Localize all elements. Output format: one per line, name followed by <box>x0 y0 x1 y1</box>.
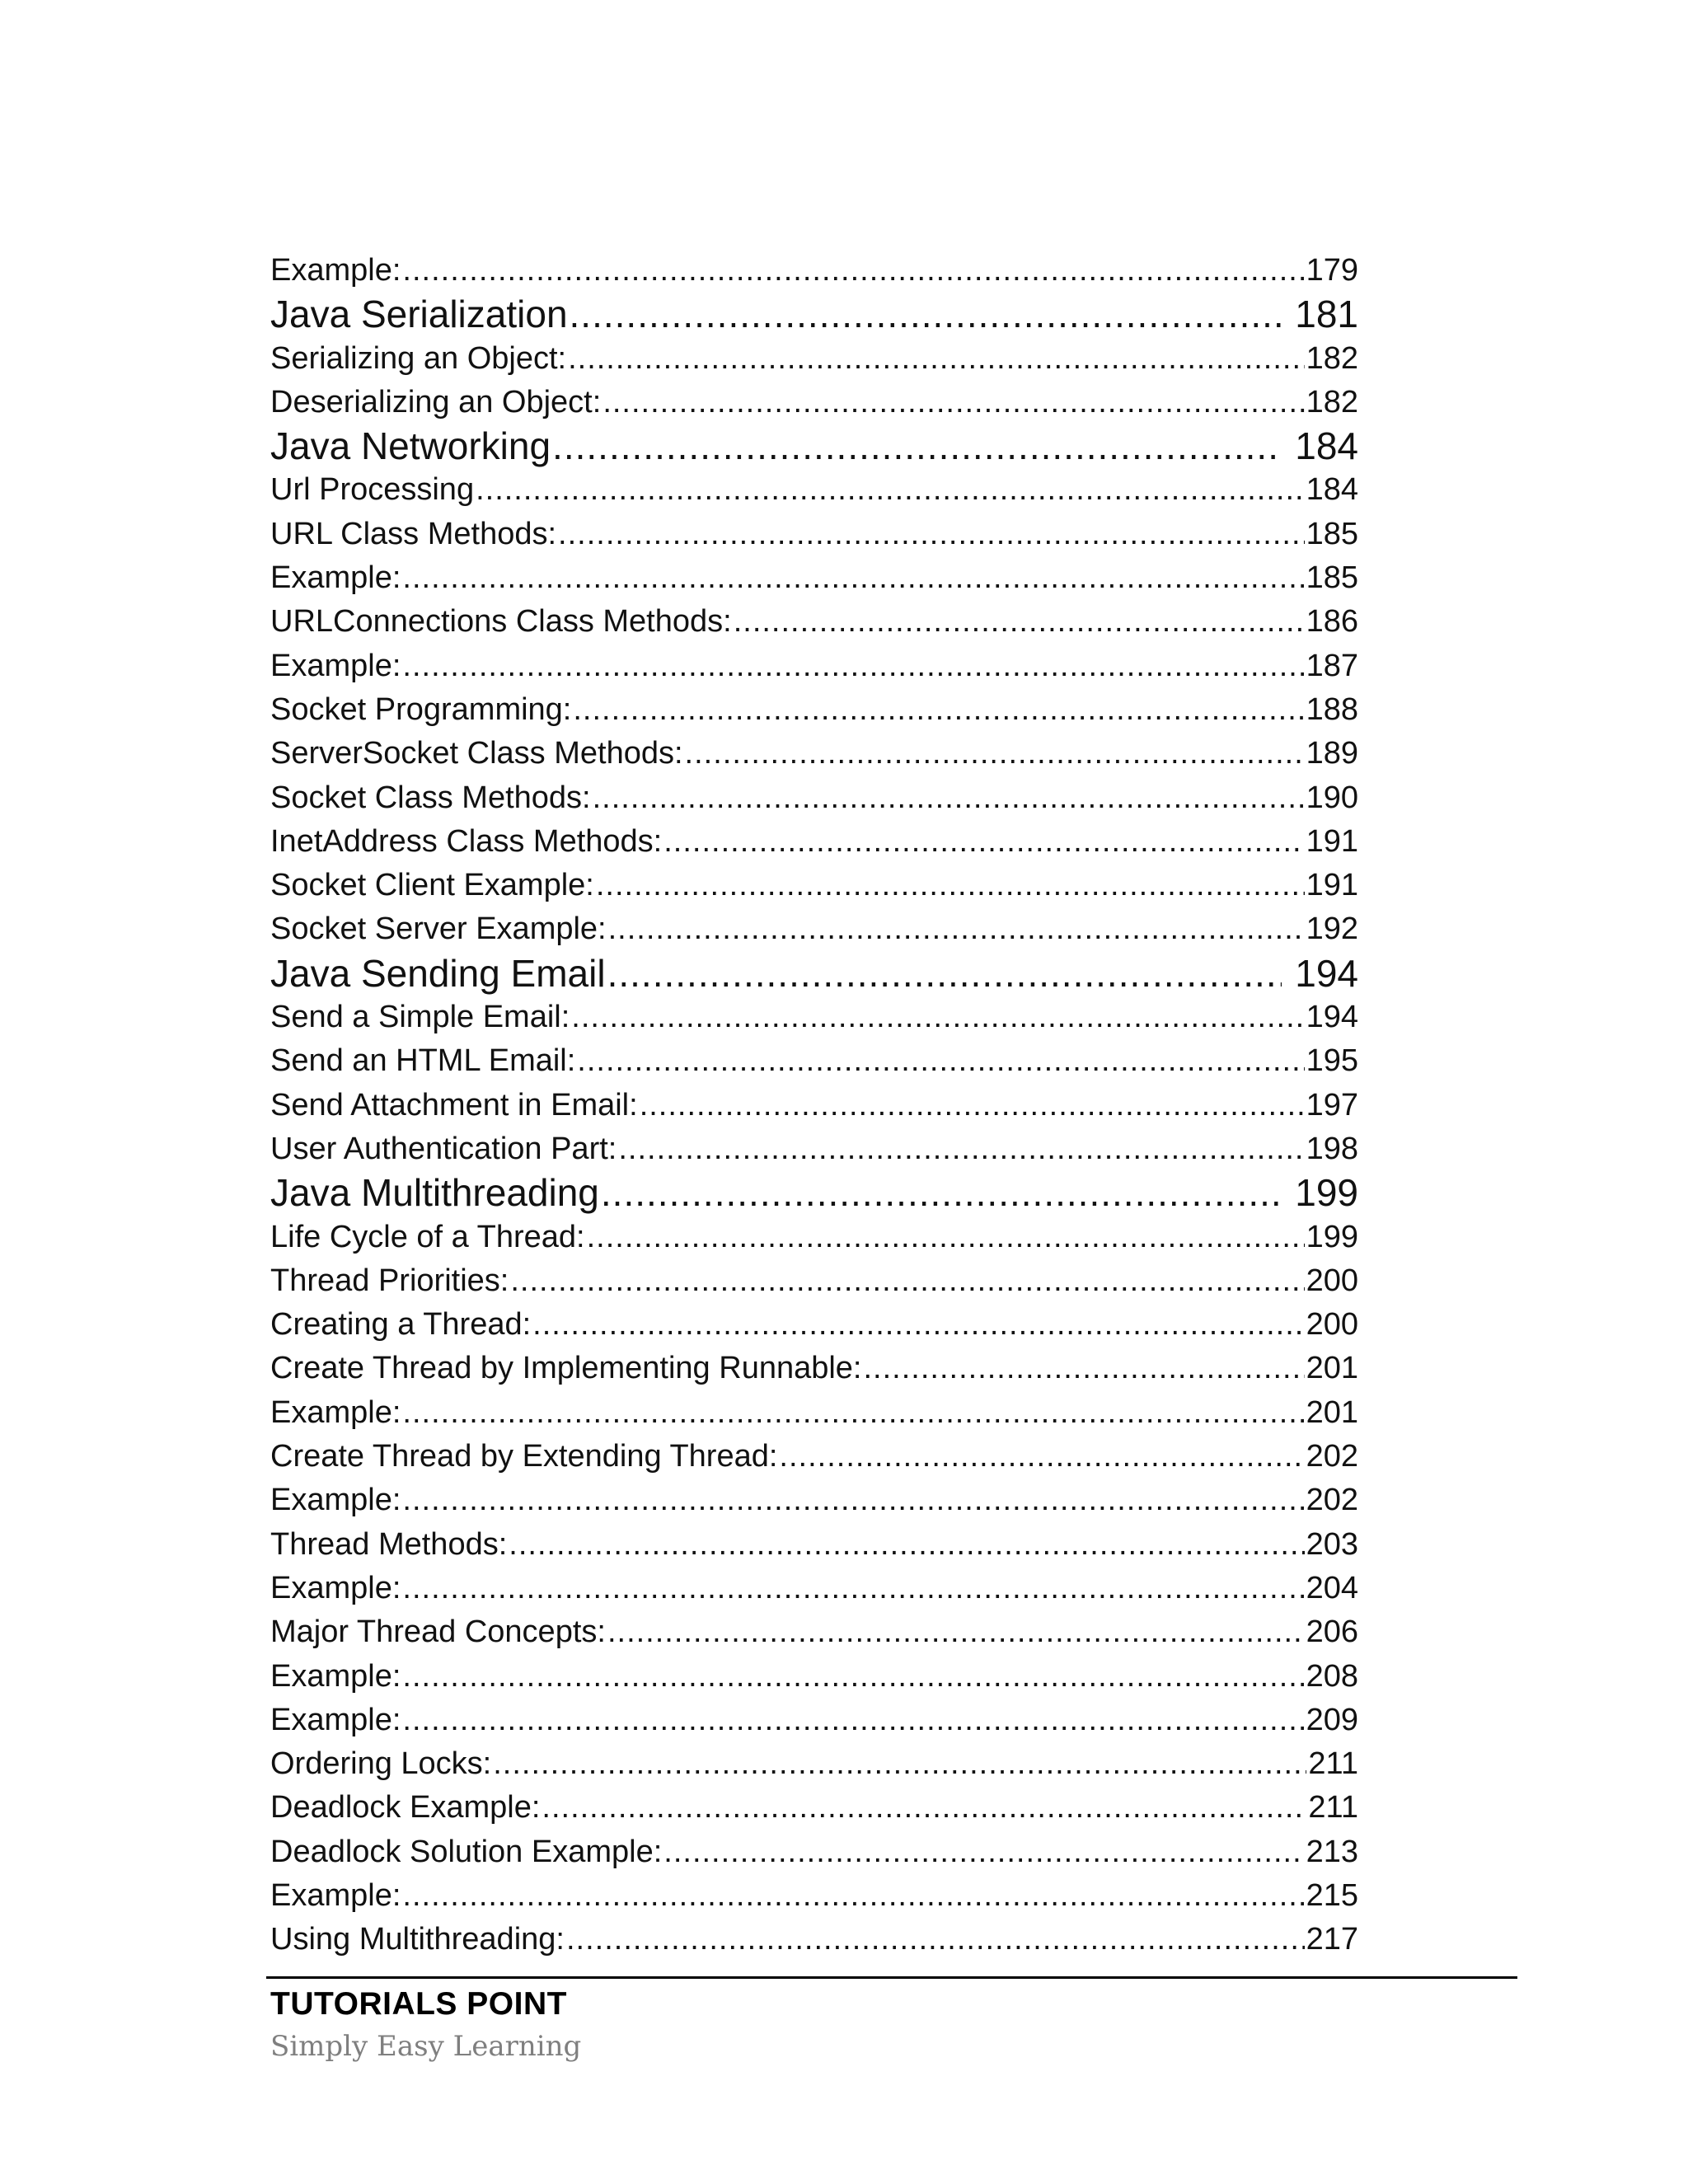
toc-entry-title: Java Multithreading <box>270 1171 599 1215</box>
toc-dot-leader <box>476 468 1305 512</box>
toc-entry-title: Url Processing <box>270 472 475 508</box>
toc-page-number: 187 <box>1306 648 1358 683</box>
toc-page-number: 182 <box>1306 340 1358 376</box>
toc-page-number: 211 <box>1308 1746 1358 1782</box>
toc-dot-leader <box>663 820 1304 864</box>
toc-page-number: 202 <box>1306 1483 1358 1518</box>
toc-entry-title: Socket Server Example: <box>270 912 607 947</box>
toc-page-number: 189 <box>1306 736 1358 771</box>
toc-page-number: 208 <box>1306 1658 1358 1694</box>
toc-chapter-entry[interactable] <box>270 293 1358 336</box>
toc-entry-title: Using Multithreading: <box>270 1922 565 1957</box>
toc-page-number: 191 <box>1306 823 1358 859</box>
toc-dot-leader <box>570 293 1282 336</box>
toc-section-entry[interactable] <box>270 1830 1358 1874</box>
toc-page-number: 186 <box>1306 604 1358 640</box>
toc-dot-leader <box>864 1347 1305 1390</box>
toc-entry-title: Example: <box>270 1570 401 1605</box>
toc-section-entry[interactable] <box>270 1655 1358 1699</box>
toc-dot-leader <box>568 337 1305 381</box>
toc-dot-leader <box>618 1127 1304 1171</box>
toc-page-number: 202 <box>1306 1439 1358 1474</box>
toc-section-entry[interactable] <box>270 381 1358 424</box>
toc-section-entry[interactable] <box>270 337 1358 381</box>
toc-dot-leader <box>587 1216 1305 1259</box>
toc-section-entry[interactable] <box>270 1303 1358 1347</box>
toc-entry-title: Ordering Locks: <box>270 1746 492 1782</box>
toc-dot-leader <box>493 1742 1306 1786</box>
toc-section-entry[interactable] <box>270 1567 1358 1610</box>
toc-dot-leader <box>607 952 1282 996</box>
toc-entry-title: Deadlock Solution Example: <box>270 1834 663 1869</box>
toc-entry-title: Serializing an Object: <box>270 340 567 376</box>
toc-dot-leader <box>402 1655 1304 1699</box>
toc-section-entry[interactable] <box>270 1391 1358 1435</box>
toc-entry-title: Java Networking <box>270 424 551 468</box>
toc-page-number: 206 <box>1306 1615 1358 1650</box>
toc-section-entry[interactable] <box>270 1039 1358 1083</box>
toc-page-number: 182 <box>1306 384 1358 419</box>
toc-dot-leader <box>607 1610 1305 1654</box>
toc-section-entry[interactable] <box>270 513 1358 556</box>
table-of-contents <box>270 249 1358 1962</box>
toc-section-entry[interactable] <box>270 1347 1358 1390</box>
toc-entry-title: Socket Client Example: <box>270 868 594 903</box>
toc-dot-leader <box>566 1918 1305 1961</box>
toc-page-number: 203 <box>1306 1526 1358 1562</box>
toc-page-number: 200 <box>1306 1263 1358 1298</box>
toc-section-entry[interactable] <box>270 556 1358 600</box>
toc-section-entry[interactable] <box>270 1216 1358 1259</box>
toc-page-number: 204 <box>1306 1570 1358 1605</box>
toc-page-number: 190 <box>1306 780 1358 815</box>
footer-brand: TUTORIALS POINT <box>270 1986 567 2022</box>
toc-entry-title: URL Class Methods: <box>270 516 557 551</box>
toc-page-number: 181 <box>1295 293 1358 336</box>
toc-chapter-entry[interactable] <box>270 952 1358 996</box>
toc-entry-title: Thread Methods: <box>270 1526 508 1562</box>
toc-chapter-entry[interactable] <box>270 424 1358 468</box>
toc-section-entry[interactable] <box>270 1479 1358 1522</box>
toc-page-number: 192 <box>1306 912 1358 947</box>
toc-dot-leader <box>402 1874 1304 1918</box>
toc-page-number: 215 <box>1306 1877 1358 1913</box>
toc-section-entry[interactable] <box>270 732 1358 776</box>
toc-dot-leader <box>593 776 1305 820</box>
toc-page-number: 184 <box>1306 472 1358 508</box>
toc-dot-leader <box>509 1523 1304 1567</box>
toc-entry-title: Example: <box>270 253 401 288</box>
toc-dot-leader <box>685 732 1305 776</box>
toc-entry-title: Example: <box>270 1702 401 1737</box>
toc-page-number: 195 <box>1306 1043 1358 1079</box>
toc-page-number: 185 <box>1306 516 1358 551</box>
toc-entry-title: URLConnections Class Methods: <box>270 604 732 640</box>
toc-entry-title: Example: <box>270 1658 401 1694</box>
toc-entry-title: User Authentication Part: <box>270 1131 617 1166</box>
toc-dot-leader <box>542 1786 1306 1830</box>
toc-entry-title: Java Serialization <box>270 293 568 336</box>
toc-dot-leader <box>402 1567 1304 1610</box>
toc-entry-title: Thread Priorities: <box>270 1263 509 1298</box>
toc-page-number: 197 <box>1306 1087 1358 1122</box>
toc-entry-title: Major Thread Concepts: <box>270 1615 606 1650</box>
toc-section-entry[interactable] <box>270 468 1358 512</box>
toc-page-number: 201 <box>1306 1351 1358 1386</box>
toc-entry-title: Send Attachment in Email: <box>270 1087 638 1122</box>
toc-section-entry[interactable] <box>270 1523 1358 1567</box>
toc-dot-leader <box>640 1084 1305 1127</box>
toc-section-entry[interactable] <box>270 1259 1358 1303</box>
toc-dot-leader <box>603 381 1304 424</box>
toc-entry-title: Example: <box>270 560 401 596</box>
footer-divider <box>266 1976 1517 1979</box>
toc-section-entry[interactable] <box>270 1918 1358 1961</box>
toc-dot-leader <box>571 996 1304 1039</box>
toc-section-entry[interactable] <box>270 1127 1358 1171</box>
toc-entry-title: Create Thread by Implementing Runnable: <box>270 1351 862 1386</box>
toc-page-number: 194 <box>1306 1000 1358 1035</box>
toc-entry-title: Java Sending Email <box>270 951 606 995</box>
toc-entry-title: Creating a Thread: <box>270 1307 532 1343</box>
toc-section-entry[interactable] <box>270 1435 1358 1479</box>
toc-dot-leader <box>779 1435 1304 1479</box>
toc-page-number: 188 <box>1306 691 1358 727</box>
toc-entry-title: ServerSocket Class Methods: <box>270 736 683 771</box>
toc-section-entry[interactable] <box>270 1610 1358 1654</box>
toc-section-entry[interactable] <box>270 820 1358 864</box>
toc-section-entry[interactable] <box>270 1874 1358 1918</box>
toc-dot-leader <box>734 600 1305 644</box>
toc-entry-title: Example: <box>270 648 401 683</box>
toc-page-number: 179 <box>1306 253 1358 288</box>
toc-dot-leader <box>577 1039 1304 1083</box>
toc-page-number: 201 <box>1306 1394 1358 1430</box>
toc-entry-title: Example: <box>270 1877 401 1913</box>
toc-section-entry[interactable] <box>270 1084 1358 1127</box>
toc-page-number: 217 <box>1306 1922 1358 1957</box>
toc-dot-leader <box>573 688 1304 732</box>
toc-dot-leader <box>402 249 1304 293</box>
toc-page-number: 199 <box>1295 1171 1358 1215</box>
toc-page-number: 199 <box>1306 1219 1358 1254</box>
toc-section-entry[interactable] <box>270 600 1358 644</box>
toc-page-number: 209 <box>1306 1702 1358 1737</box>
toc-page-number: 191 <box>1306 868 1358 903</box>
toc-section-entry[interactable] <box>270 1742 1358 1786</box>
toc-section-entry[interactable] <box>270 996 1358 1039</box>
toc-page-number: 184 <box>1295 424 1358 468</box>
toc-dot-leader <box>402 1699 1304 1742</box>
toc-dot-leader <box>532 1303 1304 1347</box>
footer-tagline: Simply Easy Learning <box>270 2030 582 2063</box>
toc-dot-leader <box>402 556 1304 600</box>
toc-page-number: 213 <box>1306 1834 1358 1869</box>
toc-section-entry[interactable] <box>270 776 1358 820</box>
toc-dot-leader <box>402 1391 1304 1435</box>
toc-page-number: 211 <box>1308 1790 1358 1825</box>
toc-entry-title: Example: <box>270 1483 401 1518</box>
toc-page-number: 185 <box>1306 560 1358 596</box>
toc-section-entry[interactable] <box>270 688 1358 732</box>
toc-section-entry[interactable] <box>270 1699 1358 1742</box>
toc-dot-leader <box>596 864 1305 907</box>
toc-dot-leader <box>552 424 1282 468</box>
toc-section-entry[interactable] <box>270 249 1358 293</box>
toc-page-number: 194 <box>1295 951 1358 995</box>
toc-entry-title: Create Thread by Extending Thread: <box>270 1439 778 1474</box>
toc-entry-title: Socket Programming: <box>270 691 572 727</box>
toc-entry-title: InetAddress Class Methods: <box>270 823 663 859</box>
toc-entry-title: Deserializing an Object: <box>270 384 602 419</box>
toc-entry-title: Send a Simple Email: <box>270 1000 570 1035</box>
toc-entry-title: Send an HTML Email: <box>270 1043 576 1079</box>
toc-entry-title: Life Cycle of a Thread: <box>270 1219 585 1254</box>
toc-dot-leader <box>601 1171 1282 1215</box>
toc-entry-title: Socket Class Methods: <box>270 780 591 815</box>
toc-dot-leader <box>558 513 1305 556</box>
toc-section-entry[interactable] <box>270 1786 1358 1830</box>
toc-dot-leader <box>402 1479 1304 1522</box>
toc-section-entry[interactable] <box>270 907 1358 951</box>
toc-section-entry[interactable] <box>270 864 1358 907</box>
toc-section-entry[interactable] <box>270 644 1358 688</box>
toc-page-number: 200 <box>1306 1307 1358 1343</box>
toc-dot-leader <box>510 1259 1304 1303</box>
toc-entry-title: Example: <box>270 1394 401 1430</box>
toc-entry-title: Deadlock Example: <box>270 1790 541 1825</box>
toc-dot-leader <box>608 907 1305 951</box>
toc-dot-leader <box>402 644 1304 688</box>
toc-dot-leader <box>663 1830 1304 1874</box>
toc-chapter-entry[interactable] <box>270 1171 1358 1215</box>
toc-page-number: 198 <box>1306 1131 1358 1166</box>
